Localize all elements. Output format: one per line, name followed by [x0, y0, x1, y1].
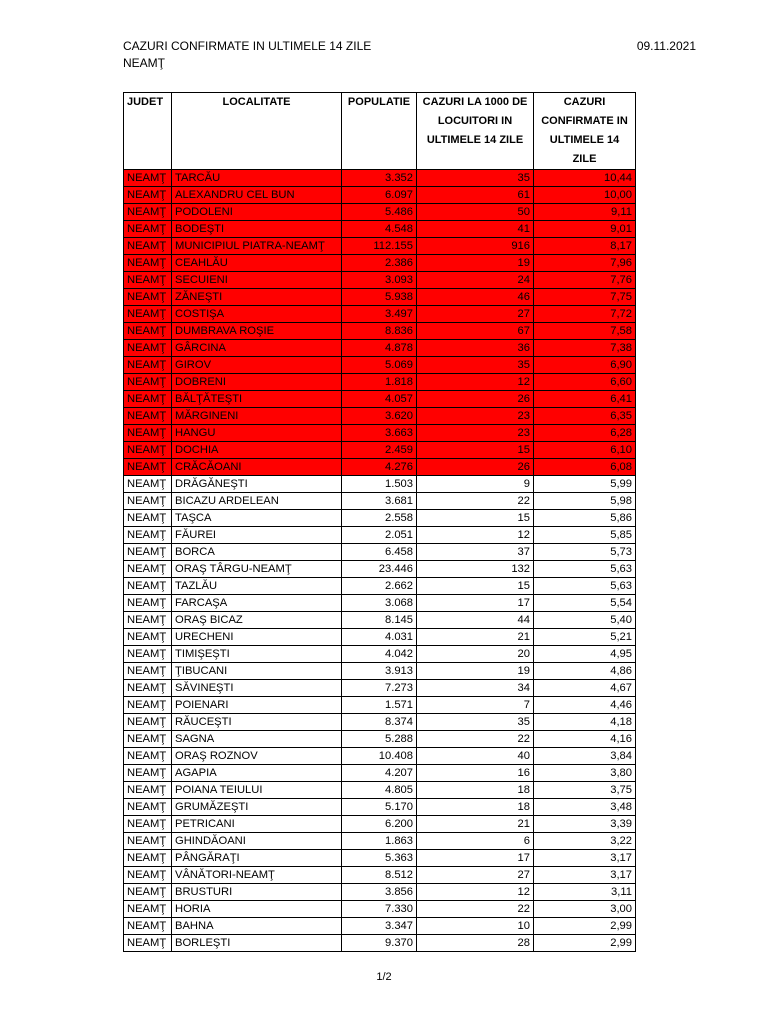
- confirmed-cases-cell: 4,86: [534, 663, 636, 680]
- confirmed-cases-cell: 10,44: [534, 170, 636, 187]
- judet-cell: NEAMŢ: [124, 629, 172, 646]
- localitate-cell: BRUSTURI: [172, 884, 342, 901]
- judet-cell: NEAMŢ: [124, 714, 172, 731]
- cases-per-1000-cell: 21: [417, 629, 534, 646]
- cases-per-1000-cell: 6: [417, 833, 534, 850]
- populatie-cell: 4.042: [342, 646, 417, 663]
- confirmed-cases-cell: 5,63: [534, 561, 636, 578]
- cases-per-1000-cell: 37: [417, 544, 534, 561]
- confirmed-cases-cell: 6,35: [534, 408, 636, 425]
- judet-cell: NEAMŢ: [124, 765, 172, 782]
- populatie-cell: 5.363: [342, 850, 417, 867]
- confirmed-cases-cell: 5,21: [534, 629, 636, 646]
- localitate-cell: SECUIENI: [172, 272, 342, 289]
- table-row: [124, 595, 636, 612]
- table-row: [124, 578, 636, 595]
- populatie-cell: 4.878: [342, 340, 417, 357]
- localitate-cell: BORCA: [172, 544, 342, 561]
- cases-per-1000-cell: 27: [417, 867, 534, 884]
- localitate-cell: DUMBRAVA ROŞIE: [172, 323, 342, 340]
- populatie-cell: 6.200: [342, 816, 417, 833]
- localitate-cell: BICAZU ARDELEAN: [172, 493, 342, 510]
- populatie-cell: 3.068: [342, 595, 417, 612]
- table-row: [124, 935, 636, 952]
- populatie-cell: 4.207: [342, 765, 417, 782]
- populatie-cell: 1.571: [342, 697, 417, 714]
- localitate-cell: DRĂGĂNEŞTI: [172, 476, 342, 493]
- confirmed-cases-cell: 3,11: [534, 884, 636, 901]
- table-row: [124, 476, 636, 493]
- localitate-cell: COSTIŞA: [172, 306, 342, 323]
- localitate-cell: TAŞCA: [172, 510, 342, 527]
- localitate-cell: BAHNA: [172, 918, 342, 935]
- confirmed-cases-cell: 3,22: [534, 833, 636, 850]
- table-row: [124, 187, 636, 204]
- county-name: NEAMŢ: [123, 56, 165, 70]
- cases-per-1000-cell: 22: [417, 493, 534, 510]
- judet-cell: NEAMŢ: [124, 323, 172, 340]
- table-row: [124, 272, 636, 289]
- table-row: [124, 561, 636, 578]
- cases-per-1000-cell: 50: [417, 204, 534, 221]
- cases-per-1000-cell: 19: [417, 255, 534, 272]
- populatie-cell: 1.503: [342, 476, 417, 493]
- judet-cell: NEAMŢ: [124, 272, 172, 289]
- column-header-confirmed-cases: CAZURI CONFIRMATE IN ULTIMELE 14 ZILE: [534, 93, 636, 170]
- judet-cell: NEAMŢ: [124, 561, 172, 578]
- populatie-cell: 3.352: [342, 170, 417, 187]
- localitate-cell: GÂRCINA: [172, 340, 342, 357]
- populatie-cell: 3.913: [342, 663, 417, 680]
- populatie-cell: 2.386: [342, 255, 417, 272]
- populatie-cell: 23.446: [342, 561, 417, 578]
- column-header-judet: JUDET: [124, 93, 172, 170]
- confirmed-cases-cell: 4,18: [534, 714, 636, 731]
- confirmed-cases-cell: 5,40: [534, 612, 636, 629]
- localitate-cell: AGAPIA: [172, 765, 342, 782]
- judet-cell: NEAMŢ: [124, 221, 172, 238]
- table-row: [124, 901, 636, 918]
- populatie-cell: 1.863: [342, 833, 417, 850]
- table-row: [124, 748, 636, 765]
- judet-cell: NEAMŢ: [124, 255, 172, 272]
- localitate-cell: BORLEŞTI: [172, 935, 342, 952]
- table-row: [124, 425, 636, 442]
- populatie-cell: 8.145: [342, 612, 417, 629]
- populatie-cell: 5.288: [342, 731, 417, 748]
- populatie-cell: 4.276: [342, 459, 417, 476]
- table-body: [124, 170, 636, 952]
- table-row: [124, 629, 636, 646]
- judet-cell: NEAMŢ: [124, 884, 172, 901]
- judet-cell: NEAMŢ: [124, 374, 172, 391]
- confirmed-cases-cell: 5,99: [534, 476, 636, 493]
- judet-cell: NEAMŢ: [124, 731, 172, 748]
- populatie-cell: 3.663: [342, 425, 417, 442]
- table-row: [124, 323, 636, 340]
- localitate-cell: BĂLŢĂTEŞTI: [172, 391, 342, 408]
- localitate-cell: ZĂNEŞTI: [172, 289, 342, 306]
- table-row: [124, 544, 636, 561]
- judet-cell: NEAMŢ: [124, 238, 172, 255]
- judet-cell: NEAMŢ: [124, 850, 172, 867]
- confirmed-cases-cell: 10,00: [534, 187, 636, 204]
- cases-per-1000-cell: 35: [417, 357, 534, 374]
- judet-cell: NEAMŢ: [124, 510, 172, 527]
- cases-per-1000-cell: 44: [417, 612, 534, 629]
- cases-per-1000-cell: 35: [417, 714, 534, 731]
- populatie-cell: 5.069: [342, 357, 417, 374]
- table-row: [124, 374, 636, 391]
- judet-cell: NEAMŢ: [124, 663, 172, 680]
- table-header-row: [124, 93, 636, 170]
- table-row: [124, 612, 636, 629]
- column-header-cases-per-1000: CAZURI LA 1000 DE LOCUITORI IN ULTIMELE 14 ZILE: [417, 93, 534, 170]
- localitate-cell: TAZLĂU: [172, 578, 342, 595]
- judet-cell: NEAMŢ: [124, 680, 172, 697]
- judet-cell: NEAMŢ: [124, 527, 172, 544]
- cases-per-1000-cell: 20: [417, 646, 534, 663]
- cases-per-1000-cell: 41: [417, 221, 534, 238]
- judet-cell: NEAMŢ: [124, 697, 172, 714]
- populatie-cell: 7.330: [342, 901, 417, 918]
- judet-cell: NEAMŢ: [124, 935, 172, 952]
- cases-per-1000-cell: 22: [417, 901, 534, 918]
- judet-cell: NEAMŢ: [124, 459, 172, 476]
- table-row: [124, 204, 636, 221]
- judet-cell: NEAMŢ: [124, 918, 172, 935]
- judet-cell: NEAMŢ: [124, 578, 172, 595]
- table-row: [124, 459, 636, 476]
- localitate-cell: TARCĂU: [172, 170, 342, 187]
- column-header-populatie: POPULATIE: [342, 93, 417, 170]
- judet-cell: NEAMŢ: [124, 493, 172, 510]
- confirmed-cases-cell: 4,67: [534, 680, 636, 697]
- confirmed-cases-cell: 6,08: [534, 459, 636, 476]
- confirmed-cases-cell: 4,95: [534, 646, 636, 663]
- cases-per-1000-cell: 12: [417, 527, 534, 544]
- cases-per-1000-cell: 21: [417, 816, 534, 833]
- table-row: [124, 697, 636, 714]
- cases-per-1000-cell: 26: [417, 459, 534, 476]
- confirmed-cases-cell: 4,46: [534, 697, 636, 714]
- localitate-cell: MĂRGINENI: [172, 408, 342, 425]
- table-row: [124, 221, 636, 238]
- localitate-cell: FĂUREI: [172, 527, 342, 544]
- populatie-cell: 3.093: [342, 272, 417, 289]
- confirmed-cases-cell: 3,84: [534, 748, 636, 765]
- table-row: [124, 816, 636, 833]
- table-row: [124, 408, 636, 425]
- populatie-cell: 4.805: [342, 782, 417, 799]
- table-row: [124, 238, 636, 255]
- localitate-cell: PODOLENI: [172, 204, 342, 221]
- cases-per-1000-cell: 7: [417, 697, 534, 714]
- localitate-cell: GRUMĂZEŞTI: [172, 799, 342, 816]
- table-row: [124, 663, 636, 680]
- confirmed-cases-cell: 5,63: [534, 578, 636, 595]
- column-header-localitate: LOCALITATE: [172, 93, 342, 170]
- judet-cell: NEAMŢ: [124, 204, 172, 221]
- table-row: [124, 357, 636, 374]
- table-row: [124, 442, 636, 459]
- judet-cell: NEAMŢ: [124, 901, 172, 918]
- judet-cell: NEAMŢ: [124, 867, 172, 884]
- confirmed-cases-cell: 7,96: [534, 255, 636, 272]
- cases-per-1000-cell: 27: [417, 306, 534, 323]
- confirmed-cases-cell: 5,73: [534, 544, 636, 561]
- localitate-cell: TIMIŞEŞTI: [172, 646, 342, 663]
- confirmed-cases-cell: 9,11: [534, 204, 636, 221]
- localitate-cell: PETRICANI: [172, 816, 342, 833]
- table-row: [124, 714, 636, 731]
- judet-cell: NEAMŢ: [124, 289, 172, 306]
- populatie-cell: 2.459: [342, 442, 417, 459]
- localitate-cell: MUNICIPIUL PIATRA-NEAMŢ: [172, 238, 342, 255]
- cases-per-1000-cell: 18: [417, 782, 534, 799]
- populatie-cell: 4.031: [342, 629, 417, 646]
- populatie-cell: 7.273: [342, 680, 417, 697]
- populatie-cell: 8.374: [342, 714, 417, 731]
- confirmed-cases-cell: 6,41: [534, 391, 636, 408]
- confirmed-cases-cell: 3,17: [534, 867, 636, 884]
- localitate-cell: RĂUCEŞTI: [172, 714, 342, 731]
- judet-cell: NEAMŢ: [124, 408, 172, 425]
- table-row: [124, 680, 636, 697]
- cases-per-1000-cell: 46: [417, 289, 534, 306]
- confirmed-cases-cell: 3,39: [534, 816, 636, 833]
- localitate-cell: HORIA: [172, 901, 342, 918]
- confirmed-cases-cell: 8,17: [534, 238, 636, 255]
- cases-per-1000-cell: 19: [417, 663, 534, 680]
- cases-per-1000-cell: 36: [417, 340, 534, 357]
- judet-cell: NEAMŢ: [124, 442, 172, 459]
- judet-cell: NEAMŢ: [124, 782, 172, 799]
- judet-cell: NEAMŢ: [124, 833, 172, 850]
- cases-per-1000-cell: 67: [417, 323, 534, 340]
- table-row: [124, 646, 636, 663]
- judet-cell: NEAMŢ: [124, 799, 172, 816]
- localitate-cell: POIENARI: [172, 697, 342, 714]
- cases-per-1000-cell: 12: [417, 374, 534, 391]
- confirmed-cases-cell: 6,90: [534, 357, 636, 374]
- page-number: 1/2: [376, 971, 392, 983]
- cases-per-1000-cell: 15: [417, 510, 534, 527]
- table-row: [124, 799, 636, 816]
- table-row: [124, 527, 636, 544]
- localitate-cell: DOBRENI: [172, 374, 342, 391]
- confirmed-cases-cell: 3,00: [534, 901, 636, 918]
- populatie-cell: 6.097: [342, 187, 417, 204]
- confirmed-cases-cell: 7,38: [534, 340, 636, 357]
- cases-table: [123, 92, 636, 952]
- localitate-cell: VÂNĂTORI-NEAMŢ: [172, 867, 342, 884]
- populatie-cell: 5.170: [342, 799, 417, 816]
- cases-per-1000-cell: 26: [417, 391, 534, 408]
- populatie-cell: 1.818: [342, 374, 417, 391]
- table-row: [124, 289, 636, 306]
- confirmed-cases-cell: 7,72: [534, 306, 636, 323]
- localitate-cell: PÂNGĂRAŢI: [172, 850, 342, 867]
- cases-per-1000-cell: 16: [417, 765, 534, 782]
- table-row: [124, 833, 636, 850]
- judet-cell: NEAMŢ: [124, 544, 172, 561]
- confirmed-cases-cell: 5,85: [534, 527, 636, 544]
- populatie-cell: 2.662: [342, 578, 417, 595]
- localitate-cell: SĂVINEŞTI: [172, 680, 342, 697]
- cases-per-1000-cell: 17: [417, 595, 534, 612]
- confirmed-cases-cell: 3,17: [534, 850, 636, 867]
- confirmed-cases-cell: 2,99: [534, 918, 636, 935]
- cases-per-1000-cell: 10: [417, 918, 534, 935]
- localitate-cell: FARCAŞA: [172, 595, 342, 612]
- populatie-cell: 8.512: [342, 867, 417, 884]
- populatie-cell: 3.347: [342, 918, 417, 935]
- cases-per-1000-cell: 24: [417, 272, 534, 289]
- populatie-cell: 4.057: [342, 391, 417, 408]
- populatie-cell: 3.681: [342, 493, 417, 510]
- populatie-cell: 10.408: [342, 748, 417, 765]
- localitate-cell: POIANA TEIULUI: [172, 782, 342, 799]
- populatie-cell: 2.051: [342, 527, 417, 544]
- confirmed-cases-cell: 6,28: [534, 425, 636, 442]
- populatie-cell: 5.938: [342, 289, 417, 306]
- populatie-cell: 3.620: [342, 408, 417, 425]
- confirmed-cases-cell: 7,76: [534, 272, 636, 289]
- confirmed-cases-cell: 6,10: [534, 442, 636, 459]
- populatie-cell: 2.558: [342, 510, 417, 527]
- cases-per-1000-cell: 132: [417, 561, 534, 578]
- localitate-cell: CRĂCĂOANI: [172, 459, 342, 476]
- judet-cell: NEAMŢ: [124, 340, 172, 357]
- confirmed-cases-cell: 5,98: [534, 493, 636, 510]
- confirmed-cases-cell: 2,99: [534, 935, 636, 952]
- populatie-cell: 3.856: [342, 884, 417, 901]
- judet-cell: NEAMŢ: [124, 357, 172, 374]
- localitate-cell: ALEXANDRU CEL BUN: [172, 187, 342, 204]
- confirmed-cases-cell: 9,01: [534, 221, 636, 238]
- localitate-cell: GIROV: [172, 357, 342, 374]
- table-row: [124, 493, 636, 510]
- localitate-cell: HANGU: [172, 425, 342, 442]
- localitate-cell: SAGNA: [172, 731, 342, 748]
- confirmed-cases-cell: 3,75: [534, 782, 636, 799]
- judet-cell: NEAMŢ: [124, 391, 172, 408]
- judet-cell: NEAMŢ: [124, 476, 172, 493]
- localitate-cell: URECHENI: [172, 629, 342, 646]
- populatie-cell: 8.836: [342, 323, 417, 340]
- cases-per-1000-cell: 17: [417, 850, 534, 867]
- judet-cell: NEAMŢ: [124, 425, 172, 442]
- populatie-cell: 6.458: [342, 544, 417, 561]
- confirmed-cases-cell: 3,48: [534, 799, 636, 816]
- confirmed-cases-cell: 5,54: [534, 595, 636, 612]
- populatie-cell: 5.486: [342, 204, 417, 221]
- populatie-cell: 3.497: [342, 306, 417, 323]
- confirmed-cases-cell: 7,75: [534, 289, 636, 306]
- confirmed-cases-cell: 6,60: [534, 374, 636, 391]
- judet-cell: NEAMŢ: [124, 595, 172, 612]
- report-date: 09.11.2021: [636, 39, 696, 53]
- table-row: [124, 850, 636, 867]
- table-row: [124, 731, 636, 748]
- confirmed-cases-cell: 7,58: [534, 323, 636, 340]
- localitate-cell: BODEŞTI: [172, 221, 342, 238]
- localitate-cell: ORAŞ TÂRGU-NEAMŢ: [172, 561, 342, 578]
- cases-per-1000-cell: 23: [417, 408, 534, 425]
- cases-per-1000-cell: 22: [417, 731, 534, 748]
- populatie-cell: 9.370: [342, 935, 417, 952]
- localitate-cell: DOCHIA: [172, 442, 342, 459]
- cases-per-1000-cell: 9: [417, 476, 534, 493]
- table-row: [124, 306, 636, 323]
- localitate-cell: ŢIBUCANI: [172, 663, 342, 680]
- table-row: [124, 340, 636, 357]
- table-row: [124, 918, 636, 935]
- judet-cell: NEAMŢ: [124, 646, 172, 663]
- judet-cell: NEAMŢ: [124, 306, 172, 323]
- localitate-cell: ORAŞ BICAZ: [172, 612, 342, 629]
- cases-per-1000-cell: 18: [417, 799, 534, 816]
- table-row: [124, 884, 636, 901]
- cases-per-1000-cell: 12: [417, 884, 534, 901]
- cases-per-1000-cell: 23: [417, 425, 534, 442]
- table-row: [124, 391, 636, 408]
- table-row: [124, 170, 636, 187]
- document-title: CAZURI CONFIRMATE IN ULTIMELE 14 ZILE: [123, 39, 372, 53]
- table-row: [124, 782, 636, 799]
- cases-per-1000-cell: 40: [417, 748, 534, 765]
- judet-cell: NEAMŢ: [124, 170, 172, 187]
- table-row: [124, 867, 636, 884]
- cases-per-1000-cell: 15: [417, 442, 534, 459]
- confirmed-cases-cell: 3,80: [534, 765, 636, 782]
- localitate-cell: ORAŞ ROZNOV: [172, 748, 342, 765]
- table-row: [124, 510, 636, 527]
- cases-per-1000-cell: 15: [417, 578, 534, 595]
- table-row: [124, 255, 636, 272]
- populatie-cell: 4.548: [342, 221, 417, 238]
- cases-per-1000-cell: 35: [417, 170, 534, 187]
- localitate-cell: GHINDĂOANI: [172, 833, 342, 850]
- judet-cell: NEAMŢ: [124, 612, 172, 629]
- populatie-cell: 112.155: [342, 238, 417, 255]
- cases-per-1000-cell: 34: [417, 680, 534, 697]
- cases-per-1000-cell: 916: [417, 238, 534, 255]
- cases-per-1000-cell: 61: [417, 187, 534, 204]
- cases-per-1000-cell: 28: [417, 935, 534, 952]
- judet-cell: NEAMŢ: [124, 748, 172, 765]
- confirmed-cases-cell: 4,16: [534, 731, 636, 748]
- judet-cell: NEAMŢ: [124, 187, 172, 204]
- table-row: [124, 765, 636, 782]
- confirmed-cases-cell: 5,86: [534, 510, 636, 527]
- judet-cell: NEAMŢ: [124, 816, 172, 833]
- localitate-cell: CEAHLĂU: [172, 255, 342, 272]
